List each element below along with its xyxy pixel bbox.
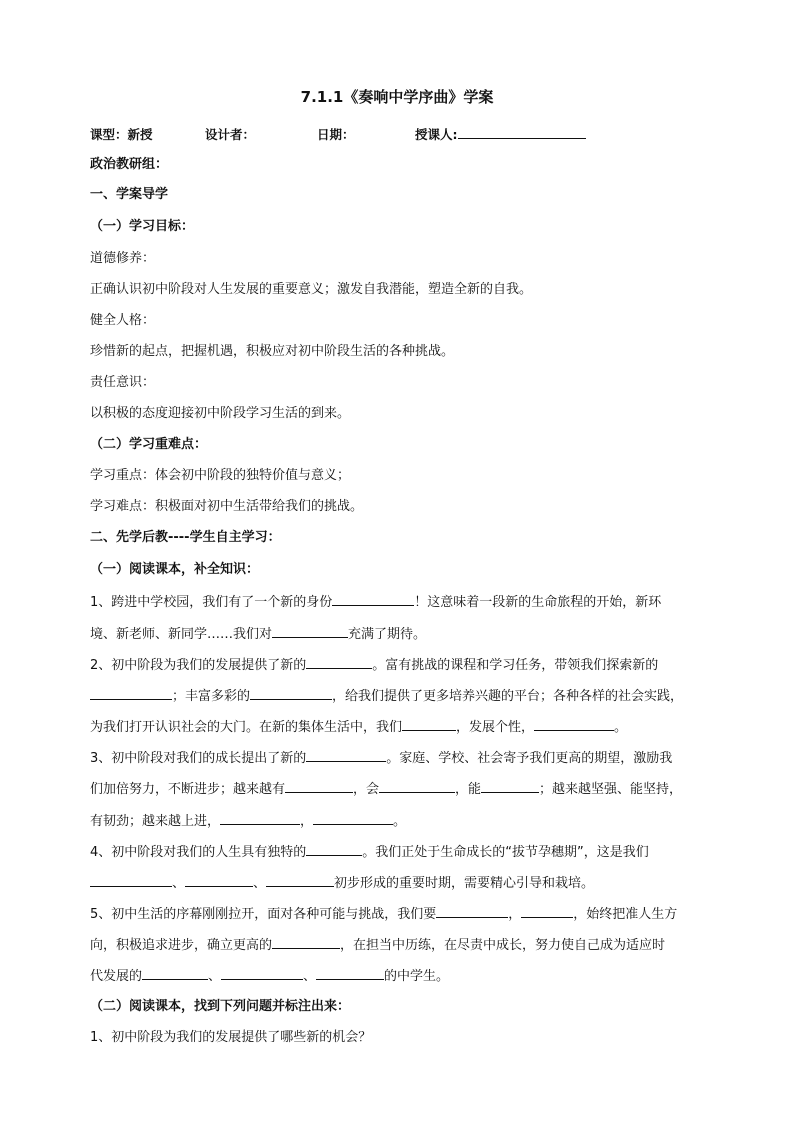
q5-text-i: 的中学生。 <box>384 969 450 984</box>
q5-text-e: ，在担当中历练，在尽责中成长，努力使自己成为适应时 <box>340 938 666 953</box>
fill-blank <box>142 966 208 980</box>
q2-text-e: 为我们打开认识社会的大门。在新的集体生活中，我们 <box>90 720 403 735</box>
fill-blank <box>534 717 614 731</box>
q1-text-a: 1、跨进中学校园，我们有了一个新的身份 <box>90 595 333 610</box>
moral-label: 道德修养： <box>90 251 156 266</box>
responsibility-text: 以积极的态度迎接初中阶段学习生活的到来。 <box>90 406 351 421</box>
fill-blank <box>306 842 362 856</box>
q5-text-g: 、 <box>208 969 222 984</box>
personality-text: 珍惜新的起点，把握机遇，积极应对初中阶段生活的各种挑战。 <box>90 344 455 359</box>
q5-text-f: 代发展的 <box>90 969 143 984</box>
date-label: 日期： <box>317 127 355 142</box>
fill-blank <box>185 873 253 887</box>
q2-text-b: 。富有挑战的课程和学习任务，带领我们探索新的 <box>372 658 659 673</box>
q1-text-d: 充满了期待。 <box>348 627 427 642</box>
section-2-heading: 二、先学后教----学生自主学习： <box>90 530 281 545</box>
key-points-heading: （二）学习重难点： <box>90 437 208 452</box>
q3-text-f: ；越来越坚强、能坚持， <box>539 782 683 797</box>
q3-text-b: 。家庭、学校、社会寄予我们更高的期望，激励我 <box>386 751 673 766</box>
q5-line-3 <box>90 966 710 986</box>
responsibility-label: 责任意识： <box>90 375 156 390</box>
fill-blank <box>332 592 414 606</box>
q1-line-1 <box>90 592 710 612</box>
q2-line-2 <box>90 686 710 706</box>
teacher-label: 授课人: <box>415 127 458 142</box>
moral-text: 正确认识初中阶段对人生发展的重要意义；激发自我潜能，塑造全新的自我。 <box>90 282 533 297</box>
q3-text-c: 们加倍努力，不断进步；越来越有 <box>90 782 286 797</box>
fill-blank <box>285 779 353 793</box>
fill-blank <box>90 686 172 700</box>
fill-blank <box>316 966 384 980</box>
subsection-1-heading: （一）阅读课本，补全知识： <box>90 562 260 577</box>
q4-text-b: 。我们正处于生命成长的“拔节孕穗期”，这是我们 <box>362 845 649 860</box>
teacher-blank <box>458 125 586 139</box>
fill-blank <box>272 624 348 638</box>
q3-text-h: ， <box>300 814 314 829</box>
question-1: 1、初中阶段为我们的发展提供了哪些新的机会？ <box>90 1030 372 1045</box>
group-label: 政治教研组： <box>90 157 169 172</box>
fill-blank <box>313 811 393 825</box>
q5-text-d: 向，积极追求进步，确立更高的 <box>90 938 273 953</box>
fill-blank <box>221 966 303 980</box>
q2-text-d: ，给我们提供了更多培养兴趣的平台；各种各样的社会实践， <box>332 689 684 704</box>
key-point-text: 学习重点：体会初中阶段的独特价值与意义； <box>90 468 351 483</box>
q2-text-f: ，发展个性， <box>456 720 535 735</box>
goals-heading: （一）学习目标： <box>90 219 195 234</box>
fill-blank <box>90 873 172 887</box>
fill-blank <box>272 935 340 949</box>
q1-line-2 <box>90 624 710 644</box>
header-info-row <box>90 125 710 143</box>
difficulty-text: 学习难点：积极面对初中生活带给我们的挑战。 <box>90 499 364 514</box>
course-type: 课型：新授 <box>90 127 153 142</box>
q3-text-g: 有韧劲；越来越上进， <box>90 814 221 829</box>
q4-line-1 <box>90 842 710 862</box>
fill-blank <box>379 779 455 793</box>
q2-text-c: ；丰富多彩的 <box>172 689 251 704</box>
q3-line-2 <box>90 779 710 799</box>
q5-text-c: ，始终把准人生方 <box>573 907 678 922</box>
fill-blank <box>521 904 573 918</box>
q5-text-b: ， <box>508 907 522 922</box>
q3-text-e: ，能 <box>455 782 482 797</box>
q4-line-2 <box>90 873 710 893</box>
q1-text-b: ！这意味着一段新的生命旅程的开始，新环 <box>414 595 662 610</box>
q2-text-g: 。 <box>614 720 628 735</box>
q5-line-2 <box>90 935 710 955</box>
q3-text-d: ，会 <box>353 782 380 797</box>
fill-blank <box>220 811 300 825</box>
q3-line-3 <box>90 811 710 831</box>
q3-text-i: 。 <box>393 814 407 829</box>
q5-text-h: 、 <box>303 969 317 984</box>
designer-label: 设计者： <box>205 127 256 142</box>
q4-text-e: 初步形成的重要时期，需要精心引导和栽培。 <box>334 876 595 891</box>
fill-blank <box>266 873 334 887</box>
subsection-2-heading: （二）阅读课本，找到下列问题并标注出来： <box>90 999 351 1014</box>
q2-line-3 <box>90 717 710 737</box>
fill-blank <box>436 904 508 918</box>
q3-line-1 <box>90 748 710 768</box>
q5-line-1 <box>90 904 710 924</box>
q4-text-a: 4、初中阶段对我们的人生具有独特的 <box>90 845 307 860</box>
q4-text-d: 、 <box>253 876 267 891</box>
fill-blank <box>306 748 386 762</box>
section-1-heading: 一、学案导学 <box>90 187 169 202</box>
personality-label: 健全人格： <box>90 313 156 328</box>
q2-line-1 <box>90 655 710 675</box>
teacher-field <box>415 125 458 143</box>
document-title: 7.1.1《奏响中学序曲》学案 <box>300 88 494 106</box>
q5-text-a: 5、初中生活的序幕刚刚拉开，面对各种可能与挑战，我们要 <box>90 907 437 922</box>
q4-text-c: 、 <box>172 876 186 891</box>
q2-text-a: 2、初中阶段为我们的发展提供了新的 <box>90 658 307 673</box>
fill-blank <box>250 686 332 700</box>
q1-text-c: 境、新老师、新同学……我们对 <box>90 627 273 642</box>
fill-blank <box>402 717 456 731</box>
fill-blank <box>306 655 372 669</box>
q3-text-a: 3、初中阶段对我们的成长提出了新的 <box>90 751 307 766</box>
fill-blank <box>481 779 539 793</box>
